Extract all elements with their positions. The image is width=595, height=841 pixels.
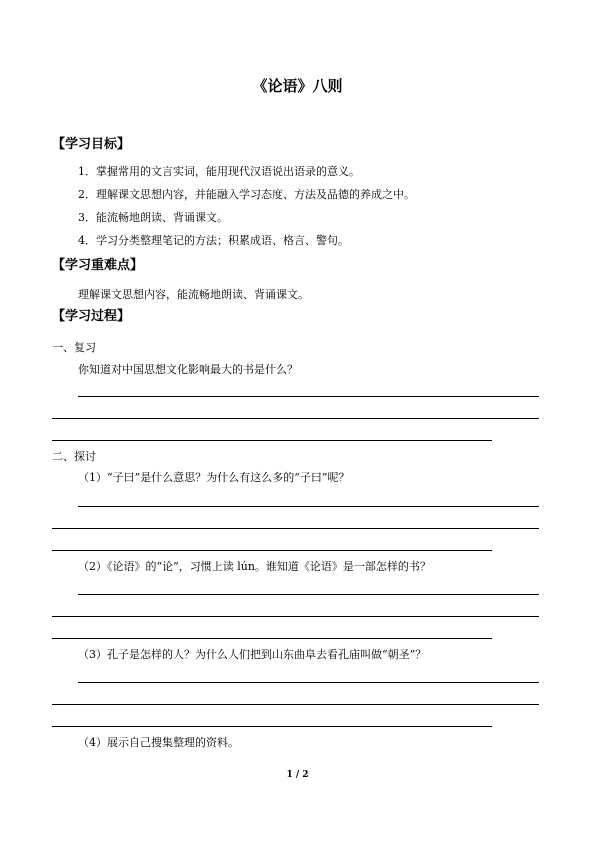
answer-line	[52, 616, 539, 617]
goal-item-2: 2．理解课文思想内容，并能融入学习态度、方法及品德的养成之中。	[78, 188, 415, 201]
key-points-text: 理解课文思想内容，能流畅地朗读、背诵课文。	[78, 288, 309, 301]
answer-line	[52, 704, 539, 705]
section-heading-goals: 【学习目标】	[52, 137, 131, 152]
explore-question-4: （4）展示自己搜集整理的资料。	[78, 736, 239, 749]
answer-line	[52, 550, 492, 551]
answer-line	[52, 528, 539, 529]
answer-line	[52, 440, 492, 441]
review-heading: 一、复习	[52, 341, 96, 354]
page-title: 《论语》八则	[252, 77, 343, 95]
answer-line	[78, 682, 539, 683]
page-number: 1 / 2	[286, 770, 309, 780]
explore-heading: 二、探讨	[52, 450, 96, 463]
review-question: 你知道对中国思想文化影响最大的书是什么？	[78, 363, 298, 376]
explore-question-2: （2）《论语》的“论”，习惯上读 lún。谁知道《论语》是一部怎样的书？	[78, 560, 431, 573]
explore-question-1: （1）“子曰”是什么意思？为什么有这么多的“子曰”呢？	[78, 471, 350, 484]
explore-question-3: （3）孔子是怎样的人？为什么人们把到山东曲阜去看孔庙叫做“朝圣”？	[78, 648, 427, 661]
goal-item-3: 3．能流畅地朗读、背诵课文。	[78, 211, 228, 224]
answer-line	[52, 418, 539, 419]
answer-line	[52, 726, 492, 727]
section-heading-key-points: 【学习重难点】	[52, 258, 144, 273]
section-heading-process: 【学习过程】	[52, 309, 131, 324]
goal-item-1: 1．掌握常用的文言实词，能用现代汉语说出语录的意义。	[78, 165, 360, 178]
goal-item-4: 4．学习分类整理笔记的方法；积累成语、格言、警句。	[78, 234, 349, 247]
answer-line	[52, 638, 492, 639]
answer-line	[78, 594, 539, 595]
answer-line	[78, 506, 539, 507]
answer-line	[78, 396, 539, 397]
